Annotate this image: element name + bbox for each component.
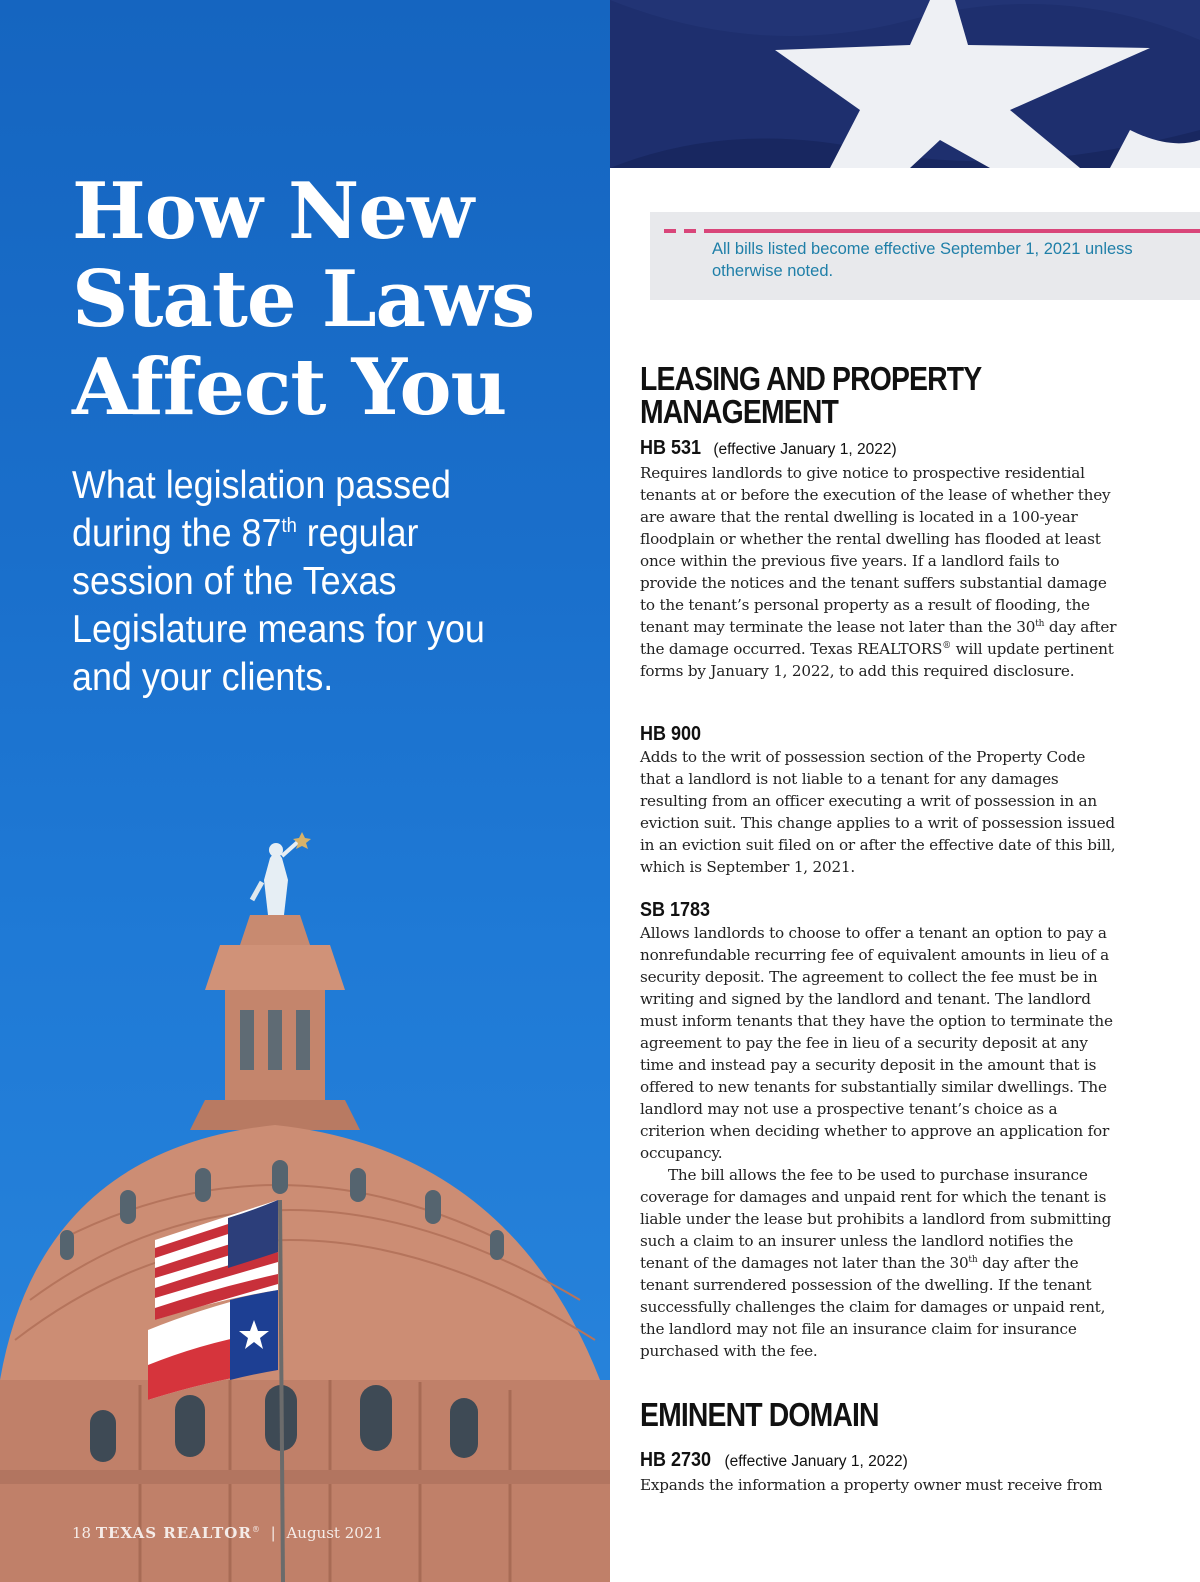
headline-line-3: Affect You (72, 342, 507, 433)
bill-description: Adds to the writ of possession section of the Property Code that a landlord is not liable to a tenant for any damages resulting from an officer executing a writ of possession in an eviction suit. This change applies to a writ of possession issued in an eviction suit filed on or after the effective date of this bill, which is September 1, 2021. (640, 748, 1116, 876)
notice-text: All bills listed become effective September 1, 2021 unless otherwise noted. (712, 240, 1133, 280)
bill-description: Expands the information a property owner must receive from (640, 1476, 1103, 1494)
texas-flag-star-image (610, 0, 1200, 168)
notice-accent-rule (664, 229, 1200, 233)
headline-line-1: How New (72, 166, 474, 257)
bill-sb1783 (640, 898, 1120, 1362)
bill-heading: HB 2730 (effective January 1, 2022) (640, 1449, 908, 1471)
page-number: 18 (72, 1524, 92, 1542)
dome-lantern (190, 915, 360, 1130)
effective-date-notice (650, 212, 1200, 300)
section-heading-eminent-domain: EMINENT DOMAIN (640, 1396, 879, 1433)
bill-description: Requires landlords to give notice to prospective residential tenants at or before the execution of the lease of whether they are aware that the rental dwelling is located in a 100-year floodplain or whether the rental dwelling has flooded at least once within the previous five years. If a landlord fails to provide the notices and the tenant suffers substantial damage to the tenant’s personal property as a result of flooding, the tenant may terminate the lease not later than the 30th day after the damage occurred. Texas REALTORS® will update pertinent forms by January 1, 2022, to add this required disclosure. (640, 464, 1117, 680)
leasing-section (640, 362, 1120, 428)
article-subhead: What legislation passed during the 87th regular session of the Texas Legislature means for you and your clients. (72, 464, 485, 699)
section-heading-leasing: LEASING AND PROPERTY MANAGEMENT (640, 360, 982, 430)
dome-body (0, 1125, 600, 1380)
bill-description-continued: The bill allows the fee to be used to purchase insurance coverage for damages and unpaid rent for which the tenant is liable under the lease but prohibits a landlord from submitting such a claim to an insurer unless the landlord notifies the tenant of the damages not later than the 30th day after the tenant surrendered possession of the dwelling. If the tenant successfully challenges the claim for damages or unpaid rent, the landlord may not file an insurance claim for insurance purchased with the fee. (640, 1166, 1112, 1360)
headline-line-2: State Laws (72, 254, 535, 345)
bill-heading: HB 900 (640, 723, 702, 745)
bill-hb531 (640, 436, 1120, 682)
bill-hb2730 (640, 1448, 1120, 1496)
magazine-name: TEXAS REALTOR (95, 1524, 252, 1542)
bill-description: Allows landlords to choose to offer a tenant an option to pay a nonrefundable recurring fee of equivalent amounts in lieu of a security deposit. The agreement to collect the fee must be in writing and signed by the landlord and tenant. The landlord must inform tenants that they have the option to terminate the agreement to pay the fee in lieu of a security deposit at any time and instead pay a security deposit in the amount that is offered to new tenants for substantially similar dwellings. The landlord may not use a prospective tenant’s choice as a criterion when deciding whether to approve an application for occupancy. (640, 924, 1113, 1162)
article-headline (72, 168, 592, 432)
bill-hb900 (640, 722, 1120, 878)
bill-heading: SB 1783 (640, 899, 711, 921)
eminent-domain-section (640, 1398, 1120, 1431)
goddess-statue (252, 832, 311, 915)
capitol-dome-image (0, 820, 610, 1582)
folio-separator: | (270, 1524, 276, 1542)
bill-heading: HB 531 (effective January 1, 2022) (640, 437, 897, 459)
page-folio: 18 TEXAS REALTOR® | August 2021 (72, 1524, 383, 1542)
issue-date: August 2021 (286, 1524, 383, 1542)
